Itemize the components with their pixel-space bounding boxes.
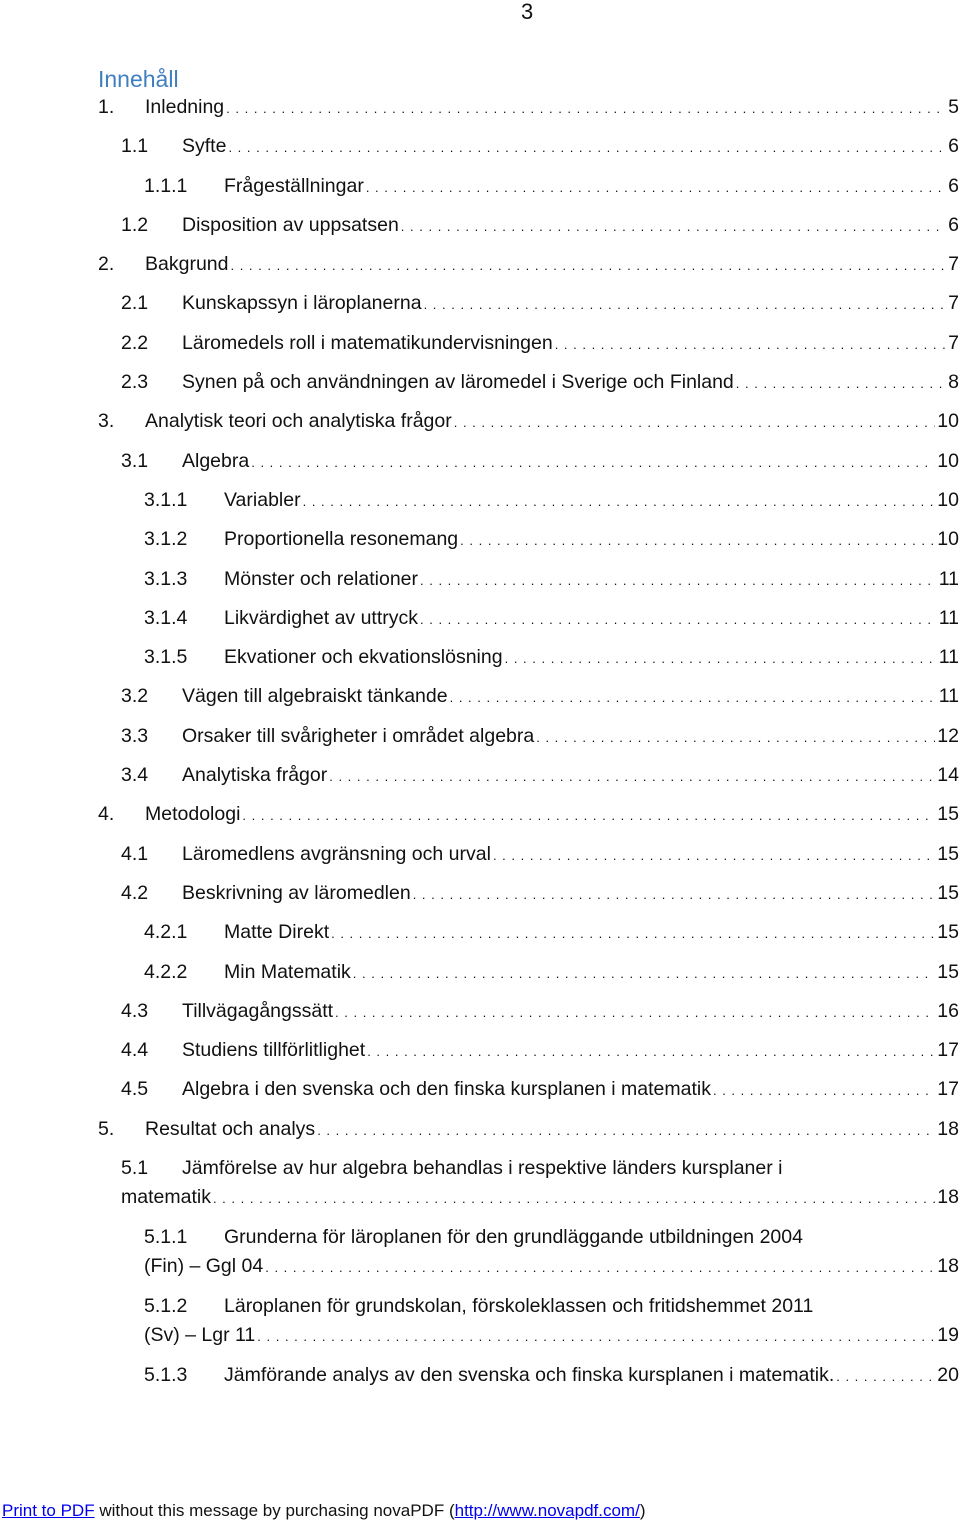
toc-entry[interactable] xyxy=(0,996,960,1035)
toc-dot-leader xyxy=(536,730,935,745)
toc-entry-title: Resultat och analys xyxy=(145,1117,316,1140)
toc-entry-title: Jämförande analys av den svenska och finska kursplanen i matematik. xyxy=(224,1364,835,1387)
toc-dot-leader xyxy=(251,455,935,470)
toc-entry[interactable] xyxy=(0,485,960,524)
toc-entry-number: 4.2.2 xyxy=(144,960,188,983)
toc-entry-title: Min Matematik xyxy=(224,960,351,983)
toc-entry[interactable] xyxy=(0,603,960,642)
toc-entry-page: 6 xyxy=(948,174,959,197)
toc-dot-leader xyxy=(317,1123,935,1138)
toc-entry-title: Ekvationer och ekvationslösning xyxy=(224,646,503,669)
toc-dot-leader xyxy=(367,1044,935,1059)
toc-dot-leader xyxy=(460,533,935,548)
toc-entry-page: 15 xyxy=(937,921,959,944)
toc-entry-title-continued: (Sv) – Lgr 11 xyxy=(144,1324,256,1347)
toc-entry-page: 15 xyxy=(937,881,959,904)
toc-dot-leader xyxy=(303,494,936,509)
footer-notice xyxy=(2,1501,645,1521)
toc-heading: Innehåll xyxy=(98,66,179,92)
toc-entry-page: 11 xyxy=(938,567,959,590)
toc-dot-leader xyxy=(555,337,946,352)
toc-entry-title: Synen på och användningen av läromedel i Sverige och Finland xyxy=(182,371,734,394)
toc-dot-leader xyxy=(420,573,937,588)
toc-dot-leader xyxy=(228,140,946,155)
toc-dot-leader xyxy=(230,258,946,273)
toc-entry-title: Vägen till algebraiskt tänkande xyxy=(182,685,448,708)
toc-entry-title: Grunderna för läroplanen för den grundläggande utbildningen 2004 xyxy=(224,1226,803,1249)
toc-entry-number: 4.3 xyxy=(121,999,149,1022)
toc-entry-title: Algebra xyxy=(182,449,250,472)
toc-entry-page: 15 xyxy=(937,842,959,865)
toc-entry-number: 4. xyxy=(98,803,115,826)
toc-entry-page: 10 xyxy=(937,528,959,551)
toc-entry[interactable] xyxy=(0,917,960,956)
toc-entry-page: 7 xyxy=(948,292,959,315)
toc-entry[interactable] xyxy=(0,799,960,838)
toc-entry[interactable] xyxy=(0,249,960,288)
toc-entry-title: Matte Direkt xyxy=(224,921,330,944)
toc-entry-number: 4.2.1 xyxy=(144,921,188,944)
toc-entry-title: Kunskapssyn i läroplanerna xyxy=(182,292,422,315)
toc-entry-page: 18 xyxy=(937,1117,959,1140)
toc-entry-page: 17 xyxy=(937,1078,959,1101)
toc-entry-number: 5.1.1 xyxy=(144,1226,188,1249)
footer-end: ) xyxy=(639,1501,646,1520)
toc-entry-number: 3.1.3 xyxy=(144,567,188,590)
toc-entry-title: Disposition av uppsatsen xyxy=(182,213,399,236)
toc-dot-leader xyxy=(836,1369,935,1384)
toc-dot-leader xyxy=(226,101,946,116)
toc-entry-number: 1.2 xyxy=(121,213,149,236)
toc-entry[interactable] xyxy=(0,564,960,603)
toc-entry-number: 2.3 xyxy=(121,371,149,394)
toc-entry[interactable] xyxy=(0,721,960,760)
toc-entry-number: 3.1.4 xyxy=(144,606,188,629)
toc-entry-number: 2. xyxy=(98,253,115,276)
toc-entry-number: 3.4 xyxy=(121,764,149,787)
toc-entry-title: Läromedels roll i matematikundervisningen xyxy=(182,331,553,354)
toc-entry-title: Likvärdighet av uttryck xyxy=(224,606,419,629)
toc-dot-leader xyxy=(713,1083,935,1098)
toc-entry-title: Frågeställningar xyxy=(224,174,364,197)
toc-dot-leader xyxy=(265,1260,935,1275)
novapdf-url-link[interactable]: http://www.novapdf.com/ xyxy=(454,1501,640,1520)
toc-entry-title: Metodologi xyxy=(145,803,241,826)
toc-entry-title: Inledning xyxy=(145,96,225,118)
toc-entry[interactable] xyxy=(0,1074,960,1113)
toc-entry-title: Mönster och relationer xyxy=(224,567,419,590)
toc-entry-title: Variabler xyxy=(224,488,301,511)
toc-entry-title: Analytisk teori och analytiska frågor xyxy=(145,410,452,433)
toc-dot-leader xyxy=(329,769,935,784)
toc-entry[interactable] xyxy=(0,328,960,367)
toc-entry-page: 11 xyxy=(938,685,959,708)
toc-entry-number: 3.1.1 xyxy=(144,488,188,511)
toc-entry-number: 3.2 xyxy=(121,685,149,708)
toc-entry-number: 5.1.2 xyxy=(144,1295,188,1318)
toc-entry-page: 6 xyxy=(948,213,959,236)
toc-entry-number: 5.1.3 xyxy=(144,1364,188,1387)
print-to-pdf-link[interactable]: Print to PDF xyxy=(2,1501,95,1520)
toc-entry-title: Jämförelse av hur algebra behandlas i respektive länders kursplaner i xyxy=(182,1157,783,1180)
toc-entry-page: 20 xyxy=(937,1364,959,1387)
toc-entry-page: 14 xyxy=(937,764,959,787)
toc-entry[interactable] xyxy=(0,642,960,681)
toc-entry-number: 3. xyxy=(98,410,115,433)
toc-entry-number: 4.1 xyxy=(121,842,149,865)
toc-entry-page: 8 xyxy=(948,371,959,394)
toc-entry[interactable] xyxy=(0,406,960,445)
toc-dot-leader xyxy=(493,848,935,863)
page-number: 3 xyxy=(521,0,534,24)
toc-entry-number: 3.1.2 xyxy=(144,528,188,551)
toc-entry-title: Tillvägagångssätt xyxy=(182,999,334,1022)
toc-entry[interactable] xyxy=(0,1291,960,1360)
toc-entry-number: 4.5 xyxy=(121,1078,149,1101)
toc-dot-leader xyxy=(242,808,935,823)
toc-entry[interactable] xyxy=(0,131,960,170)
toc-entry-page: 19 xyxy=(937,1324,959,1347)
toc-entry-page: 18 xyxy=(937,1186,959,1209)
toc-dot-leader xyxy=(335,1005,935,1020)
toc-entry-page: 18 xyxy=(937,1255,959,1278)
toc-entry[interactable] xyxy=(0,839,960,878)
toc-dot-leader xyxy=(450,690,937,705)
toc-entry-page: 15 xyxy=(937,803,959,826)
toc-dot-leader xyxy=(353,966,936,981)
toc-entry-page: 11 xyxy=(938,606,959,629)
toc-dot-leader xyxy=(736,376,946,391)
toc-entry[interactable] xyxy=(0,681,960,720)
toc-entry[interactable] xyxy=(0,171,960,210)
toc-dot-leader xyxy=(401,219,946,234)
toc-entry-number: 4.4 xyxy=(121,1039,149,1062)
toc-entry-title: Syfte xyxy=(182,135,227,158)
toc-entry-page: 10 xyxy=(937,449,959,472)
toc-entry-title: Bakgrund xyxy=(145,253,229,276)
toc-entry-number: 1. xyxy=(98,96,115,118)
toc-entry-number: 2.1 xyxy=(121,292,149,315)
toc-entry-page: 12 xyxy=(937,724,959,747)
toc-entry[interactable] xyxy=(0,1360,960,1399)
toc-entry[interactable] xyxy=(0,1153,960,1222)
toc-entry-title: Orsaker till svårigheter i området algebra xyxy=(182,724,535,747)
toc-entry-title-continued: (Fin) – Ggl 04 xyxy=(144,1255,264,1278)
toc-entry-title: Proportionella resonemang xyxy=(224,528,459,551)
toc-dot-leader xyxy=(213,1191,935,1206)
toc-dot-leader xyxy=(257,1329,935,1344)
toc-entry-number: 4.2 xyxy=(121,881,149,904)
toc-entry-page: 17 xyxy=(937,1039,959,1062)
toc-entry-number: 3.1 xyxy=(121,449,149,472)
toc-entry[interactable] xyxy=(0,210,960,249)
toc-entry-number: 3.3 xyxy=(121,724,149,747)
toc-entry[interactable] xyxy=(0,92,960,131)
toc-entry[interactable] xyxy=(0,878,960,917)
toc-entry-title: Analytiska frågor xyxy=(182,764,328,787)
toc-entry-page: 10 xyxy=(937,410,959,433)
toc-dot-leader xyxy=(454,415,936,430)
toc-dot-leader xyxy=(366,180,946,195)
toc-entry[interactable] xyxy=(0,957,960,996)
toc-entry[interactable] xyxy=(0,367,960,406)
toc-entry-number: 1.1.1 xyxy=(144,174,188,197)
toc-entry[interactable] xyxy=(0,524,960,563)
toc-entry-title-continued: matematik xyxy=(121,1186,211,1209)
toc-entry-page: 11 xyxy=(938,646,959,669)
toc-entry-page: 15 xyxy=(937,960,959,983)
toc-entry[interactable] xyxy=(0,1222,960,1291)
toc-entry[interactable] xyxy=(0,446,960,485)
toc-entry-number: 1.1 xyxy=(121,135,149,158)
toc-entry-page: 7 xyxy=(948,253,959,276)
toc-entry-title: Beskrivning av läromedlen xyxy=(182,881,411,904)
toc-entry-title: Läromedlens avgränsning och urval xyxy=(182,842,491,865)
toc-entry[interactable] xyxy=(0,288,960,327)
toc-entry-title: Studiens tillförlitlighet xyxy=(182,1039,366,1062)
table-of-contents xyxy=(0,92,960,1399)
toc-entry-number: 5. xyxy=(98,1117,115,1140)
toc-entry-number: 3.1.5 xyxy=(144,646,188,669)
footer-text: without this message by purchasing novaPDF ( xyxy=(94,1501,455,1520)
toc-entry-page: 10 xyxy=(937,488,959,511)
toc-entry[interactable] xyxy=(0,760,960,799)
toc-dot-leader xyxy=(420,612,937,627)
toc-entry-page: 5 xyxy=(948,96,959,118)
toc-dot-leader xyxy=(413,887,936,902)
toc-dot-leader xyxy=(505,651,937,666)
toc-entry-number: 2.2 xyxy=(121,331,149,354)
toc-entry-number: 5.1 xyxy=(121,1157,149,1180)
toc-entry[interactable] xyxy=(0,1114,960,1153)
toc-entry-title: Algebra i den svenska och den finska kursplanen i matematik xyxy=(182,1078,711,1101)
toc-entry-page: 7 xyxy=(948,331,959,354)
toc-entry[interactable] xyxy=(0,1035,960,1074)
toc-dot-leader xyxy=(424,297,947,312)
toc-entry-title: Läroplanen för grundskolan, förskoleklassen och fritidshemmet 2011 xyxy=(224,1295,814,1318)
toc-entry-page: 6 xyxy=(948,135,959,158)
toc-dot-leader xyxy=(331,926,935,941)
toc-entry-page: 16 xyxy=(937,999,959,1022)
